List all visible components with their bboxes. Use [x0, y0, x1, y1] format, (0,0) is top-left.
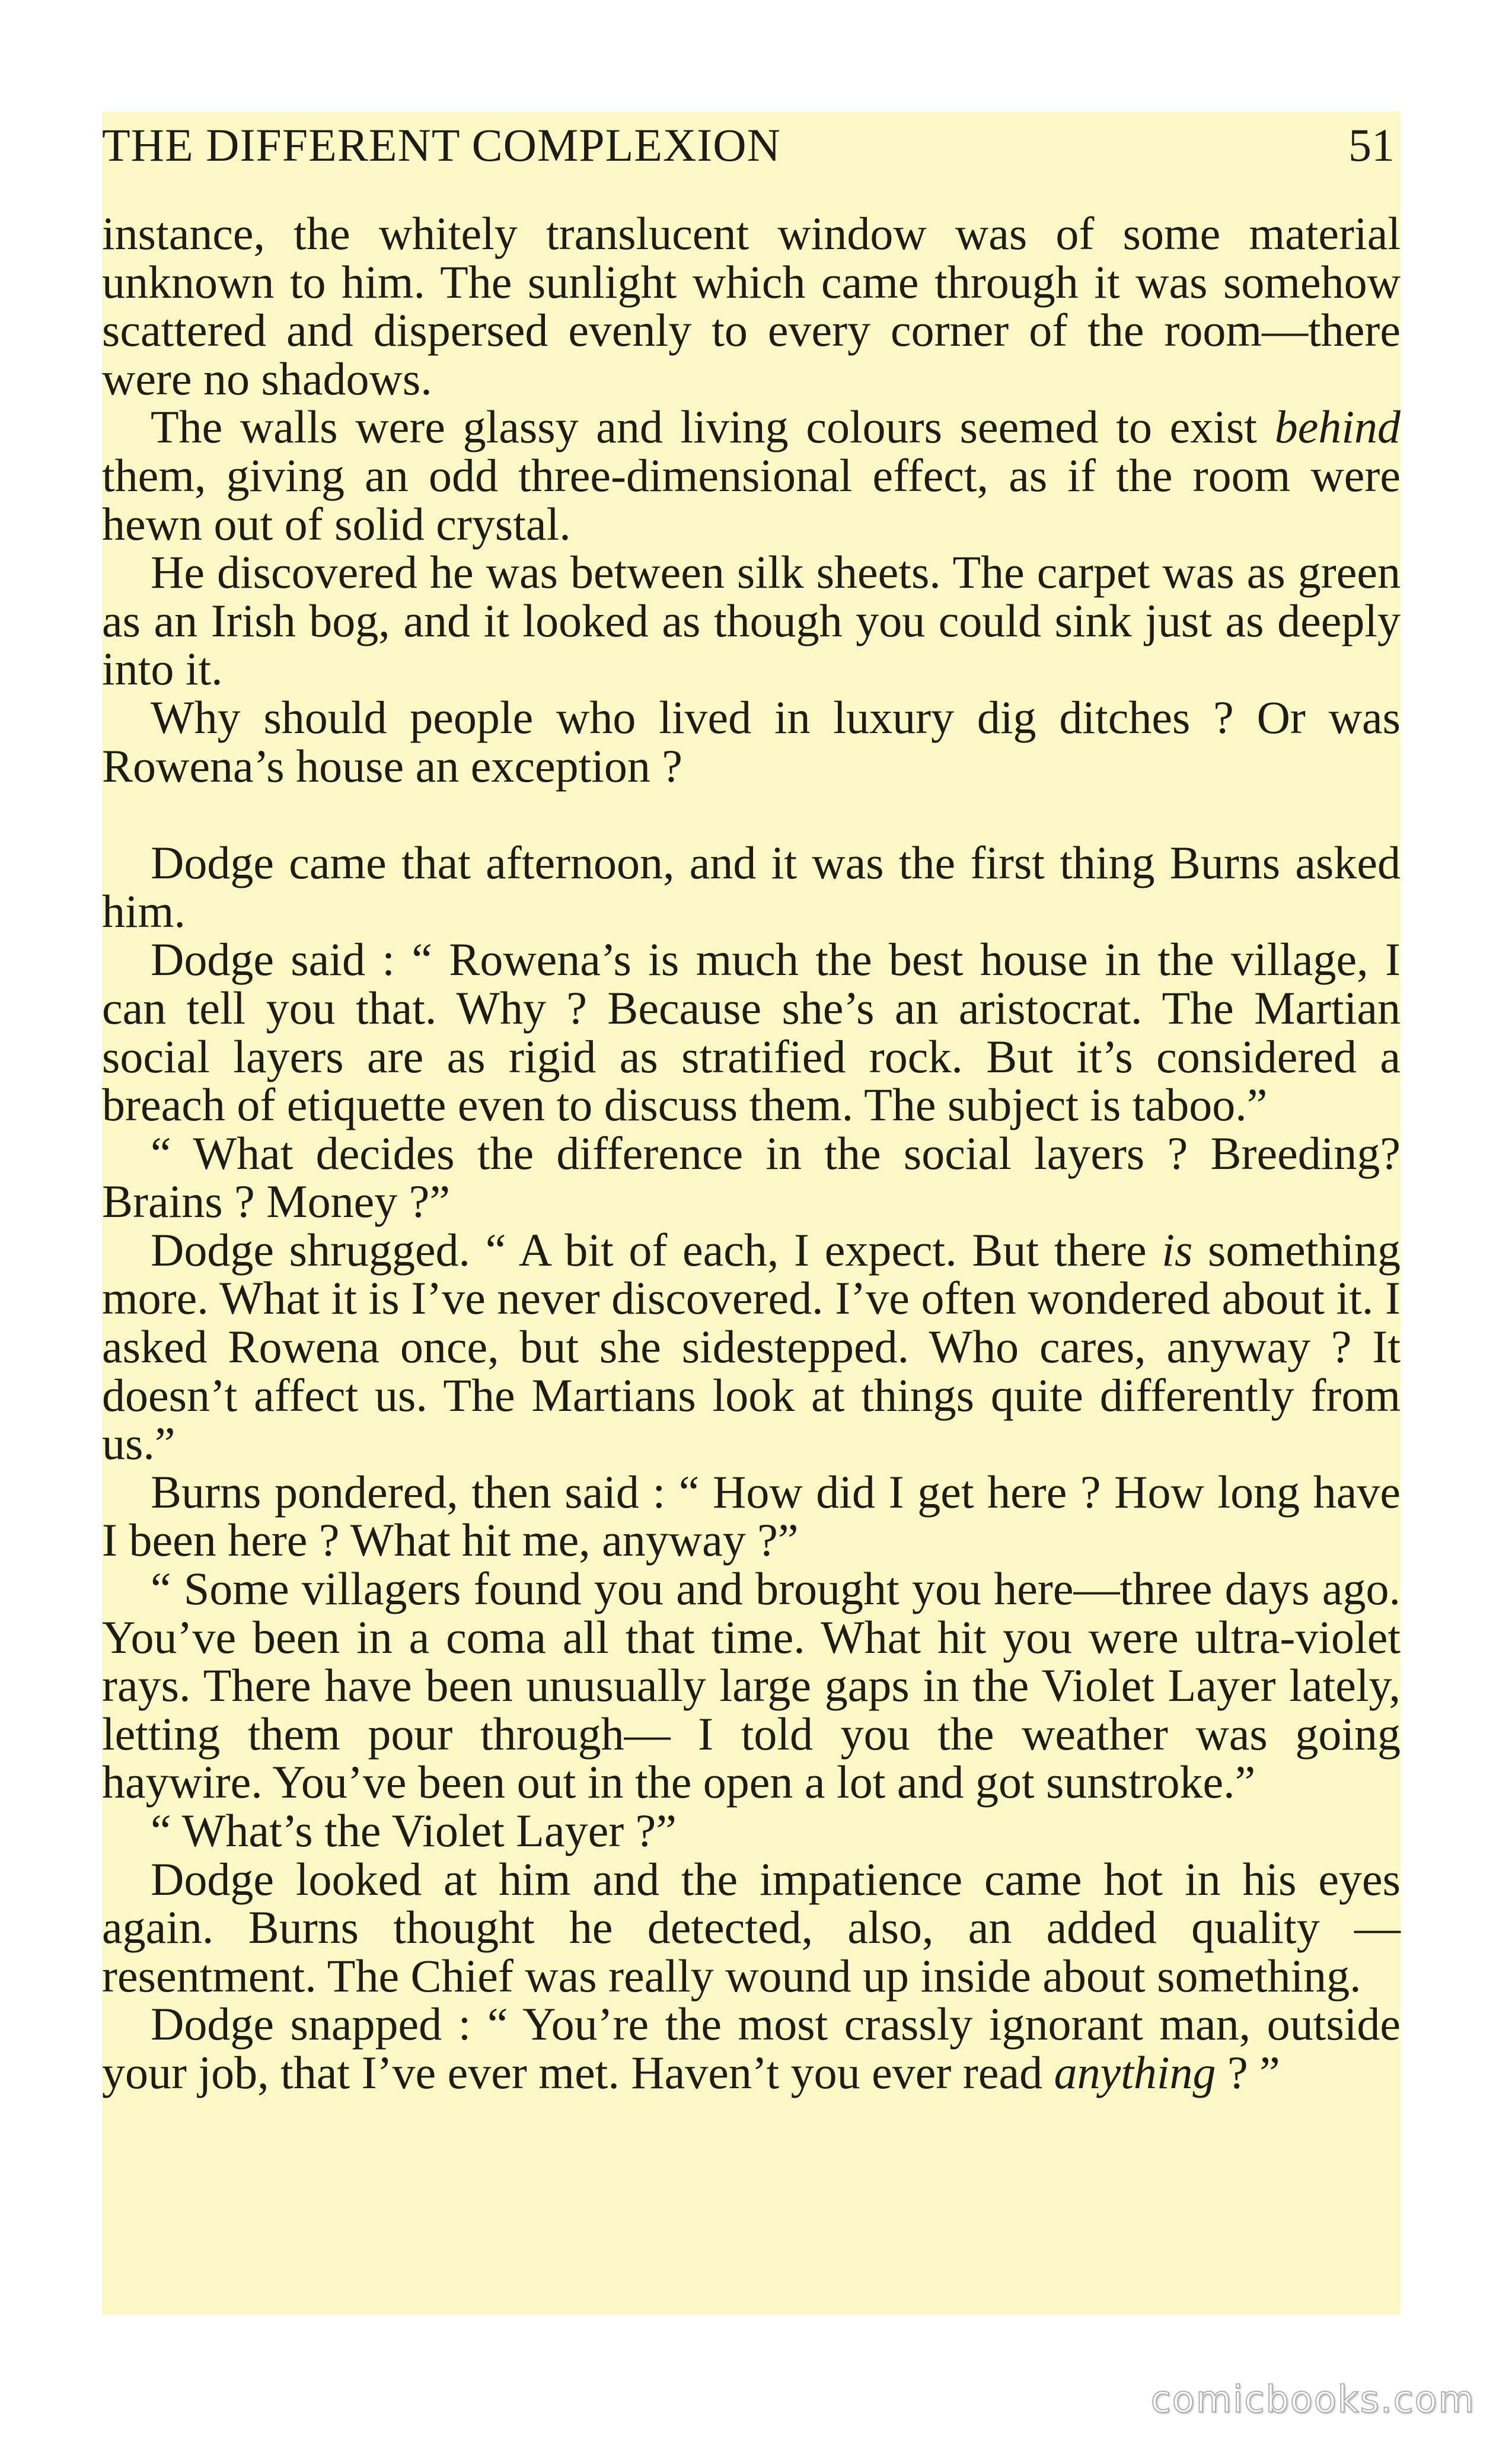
text-run: Dodge said : “ Rowena’s is much the best house in the village, I can tell you that. Why ? Because she’s an aristocrat. The Martian social layers are as rigid as stratified rock. But it’s considered a breach of etiquette even to discuss them. The subject is taboo.”: [102, 933, 1401, 1131]
body-text: [102, 209, 1401, 2097]
paragraph: [102, 935, 1401, 1129]
italic-text: behind: [1274, 401, 1401, 453]
text-run: something more. What it is I’ve never discovered. I’ve often wondered about it. I asked Rowena once, but she sidestepped. Who cares, anyway ? It doesn’t affect us. The Martians look at things quite differently from us.”: [102, 1224, 1401, 1470]
text-run: “ Some villagers found you and brought you here—three days ago. You’ve been in a coma all that time. What hit you were ultra-violet rays. There have been unusually large gaps in the Violet Layer lately, letting them pour through— I told you the weather was going haywire. You’ve been out in the open a lot and got sunstroke.”: [102, 1563, 1401, 1808]
paragraph: [102, 1565, 1401, 1806]
paragraph: [102, 548, 1401, 693]
book-page: [102, 111, 1401, 2315]
text-run: The walls were glassy and living colours seemed to exist: [151, 401, 1275, 453]
italic-text: is: [1162, 1224, 1193, 1276]
watermark-text: comicbooks.com: [1150, 2378, 1475, 2421]
text-run: Why should people who lived in luxury dig ditches ? Or was Rowena’s house an exception ?: [102, 691, 1401, 792]
text-run: He discovered he was between silk sheets. The carpet was as green as an Irish bog, and it looked as though you could sink just as deeply into it.: [102, 546, 1401, 695]
text-run: “ What decides the difference in the social layers ? Breeding? Brains ? Money ?”: [102, 1127, 1401, 1228]
text-run: Dodge came that afternoon, and it was the first thing Burns asked him.: [102, 837, 1401, 937]
text-run: “ What’s the Violet Layer ?”: [151, 1805, 677, 1856]
italic-text: anything: [1054, 2046, 1216, 2098]
paragraph: [102, 1129, 1401, 1226]
paragraph: [102, 839, 1401, 935]
text-run: Dodge snapped : “ You’re the most crassly ignorant man, outside your job, that I’ve ever met. Haven’t you ever read: [102, 1998, 1401, 2098]
paragraph: [102, 693, 1401, 790]
paragraph: [102, 403, 1401, 548]
paragraph: [102, 1465, 1401, 1566]
text-run: instance, the whitely translucent window was of some material unknown to him. The sunlight which came through it was somehow scattered and dispersed evenly to every corner of the room—there were no shadows.: [102, 208, 1401, 404]
text-run: ? ”: [1216, 2046, 1280, 2098]
text-run: Dodge looked at him and the impatience came hot in his eyes again. Burns thought he detected, also, an added quality —resentment. The Chief was really wound up inside about something.: [102, 1853, 1401, 2002]
paragraph: [102, 2000, 1401, 2096]
page-header: [102, 111, 1401, 177]
text-run: them, giving an odd three-dimensional effect, as if the room were hewn out of solid crystal.: [102, 449, 1401, 550]
running-head: THE DIFFERENT COMPLEXION: [102, 119, 781, 171]
text-run: Dodge shrugged. “ A bit of each, I expect. But there: [151, 1224, 1162, 1276]
text-run: Burns pondered, then said : “ How did I get here ? How long have I been here ? What hit me, anyway ?”: [102, 1465, 1401, 1566]
paragraph: [102, 1226, 1401, 1468]
paragraph: [102, 209, 1401, 403]
page-number: 51: [1348, 119, 1395, 171]
paragraph: [102, 1855, 1401, 2000]
paragraph: [102, 1806, 1401, 1855]
